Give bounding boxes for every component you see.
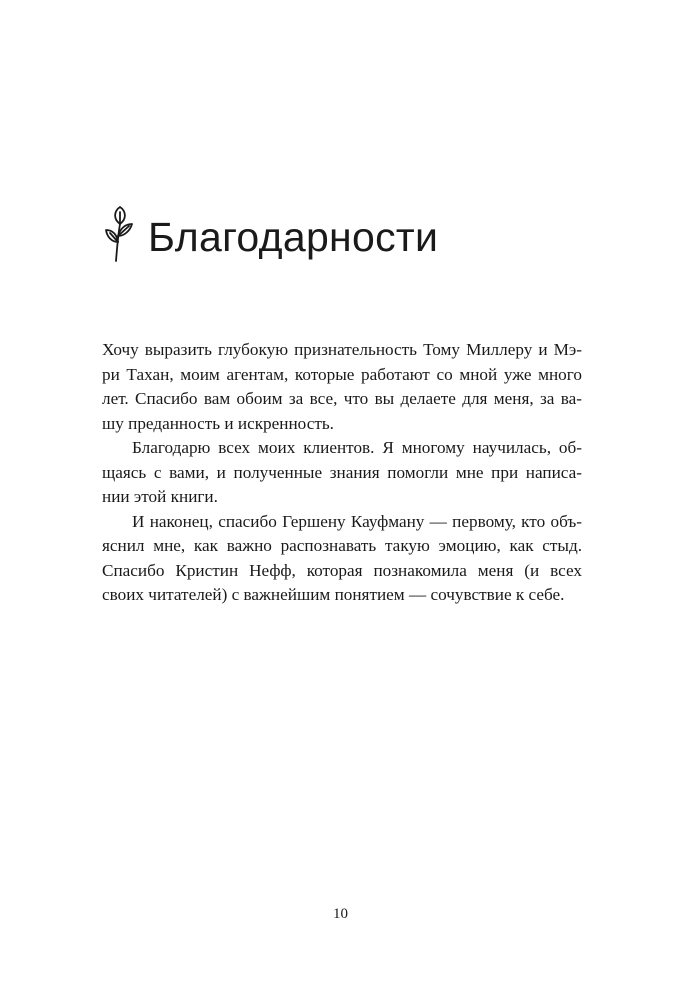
paragraph xyxy=(102,510,582,608)
text-line: шу преданность и искренность. xyxy=(102,413,334,433)
paragraph xyxy=(102,338,582,436)
text-line: И наконец, спасибо Гершену Кауфману — первому, кто объ- xyxy=(132,511,582,531)
text-line: щаясь с вами, и полученные знания помогли мне при написа- xyxy=(102,462,582,482)
paragraph xyxy=(102,436,582,510)
text-line: своих читателей) с важнейшим понятием — сочувствие к себе. xyxy=(102,585,565,604)
text-line: ри Тахан, моим агентам, которые работают со мной уже много xyxy=(102,364,582,384)
text-line: Хочу выразить глубокую признательность Тому Миллеру и Мэ- xyxy=(102,340,582,359)
leaf-sprig-icon xyxy=(104,206,138,262)
acknowledgements-text xyxy=(102,338,582,608)
text-line: нии этой книги. xyxy=(102,487,218,506)
page-number: 10 xyxy=(333,906,348,922)
text-line: Спасибо Кристин Нефф, которая познакомила меня (и всех xyxy=(102,560,582,580)
chapter-heading xyxy=(104,206,438,262)
text-line: яснил мне, как важно распознавать такую эмоцию, как стыд. xyxy=(102,536,582,555)
chapter-title: Благодарности xyxy=(148,213,439,260)
text-line: Благодарю всех моих клиентов. Я многому научилась, об- xyxy=(132,438,582,457)
text-line: лет. Спасибо вам обоим за все, что вы делаете для меня, за ва- xyxy=(102,389,582,408)
